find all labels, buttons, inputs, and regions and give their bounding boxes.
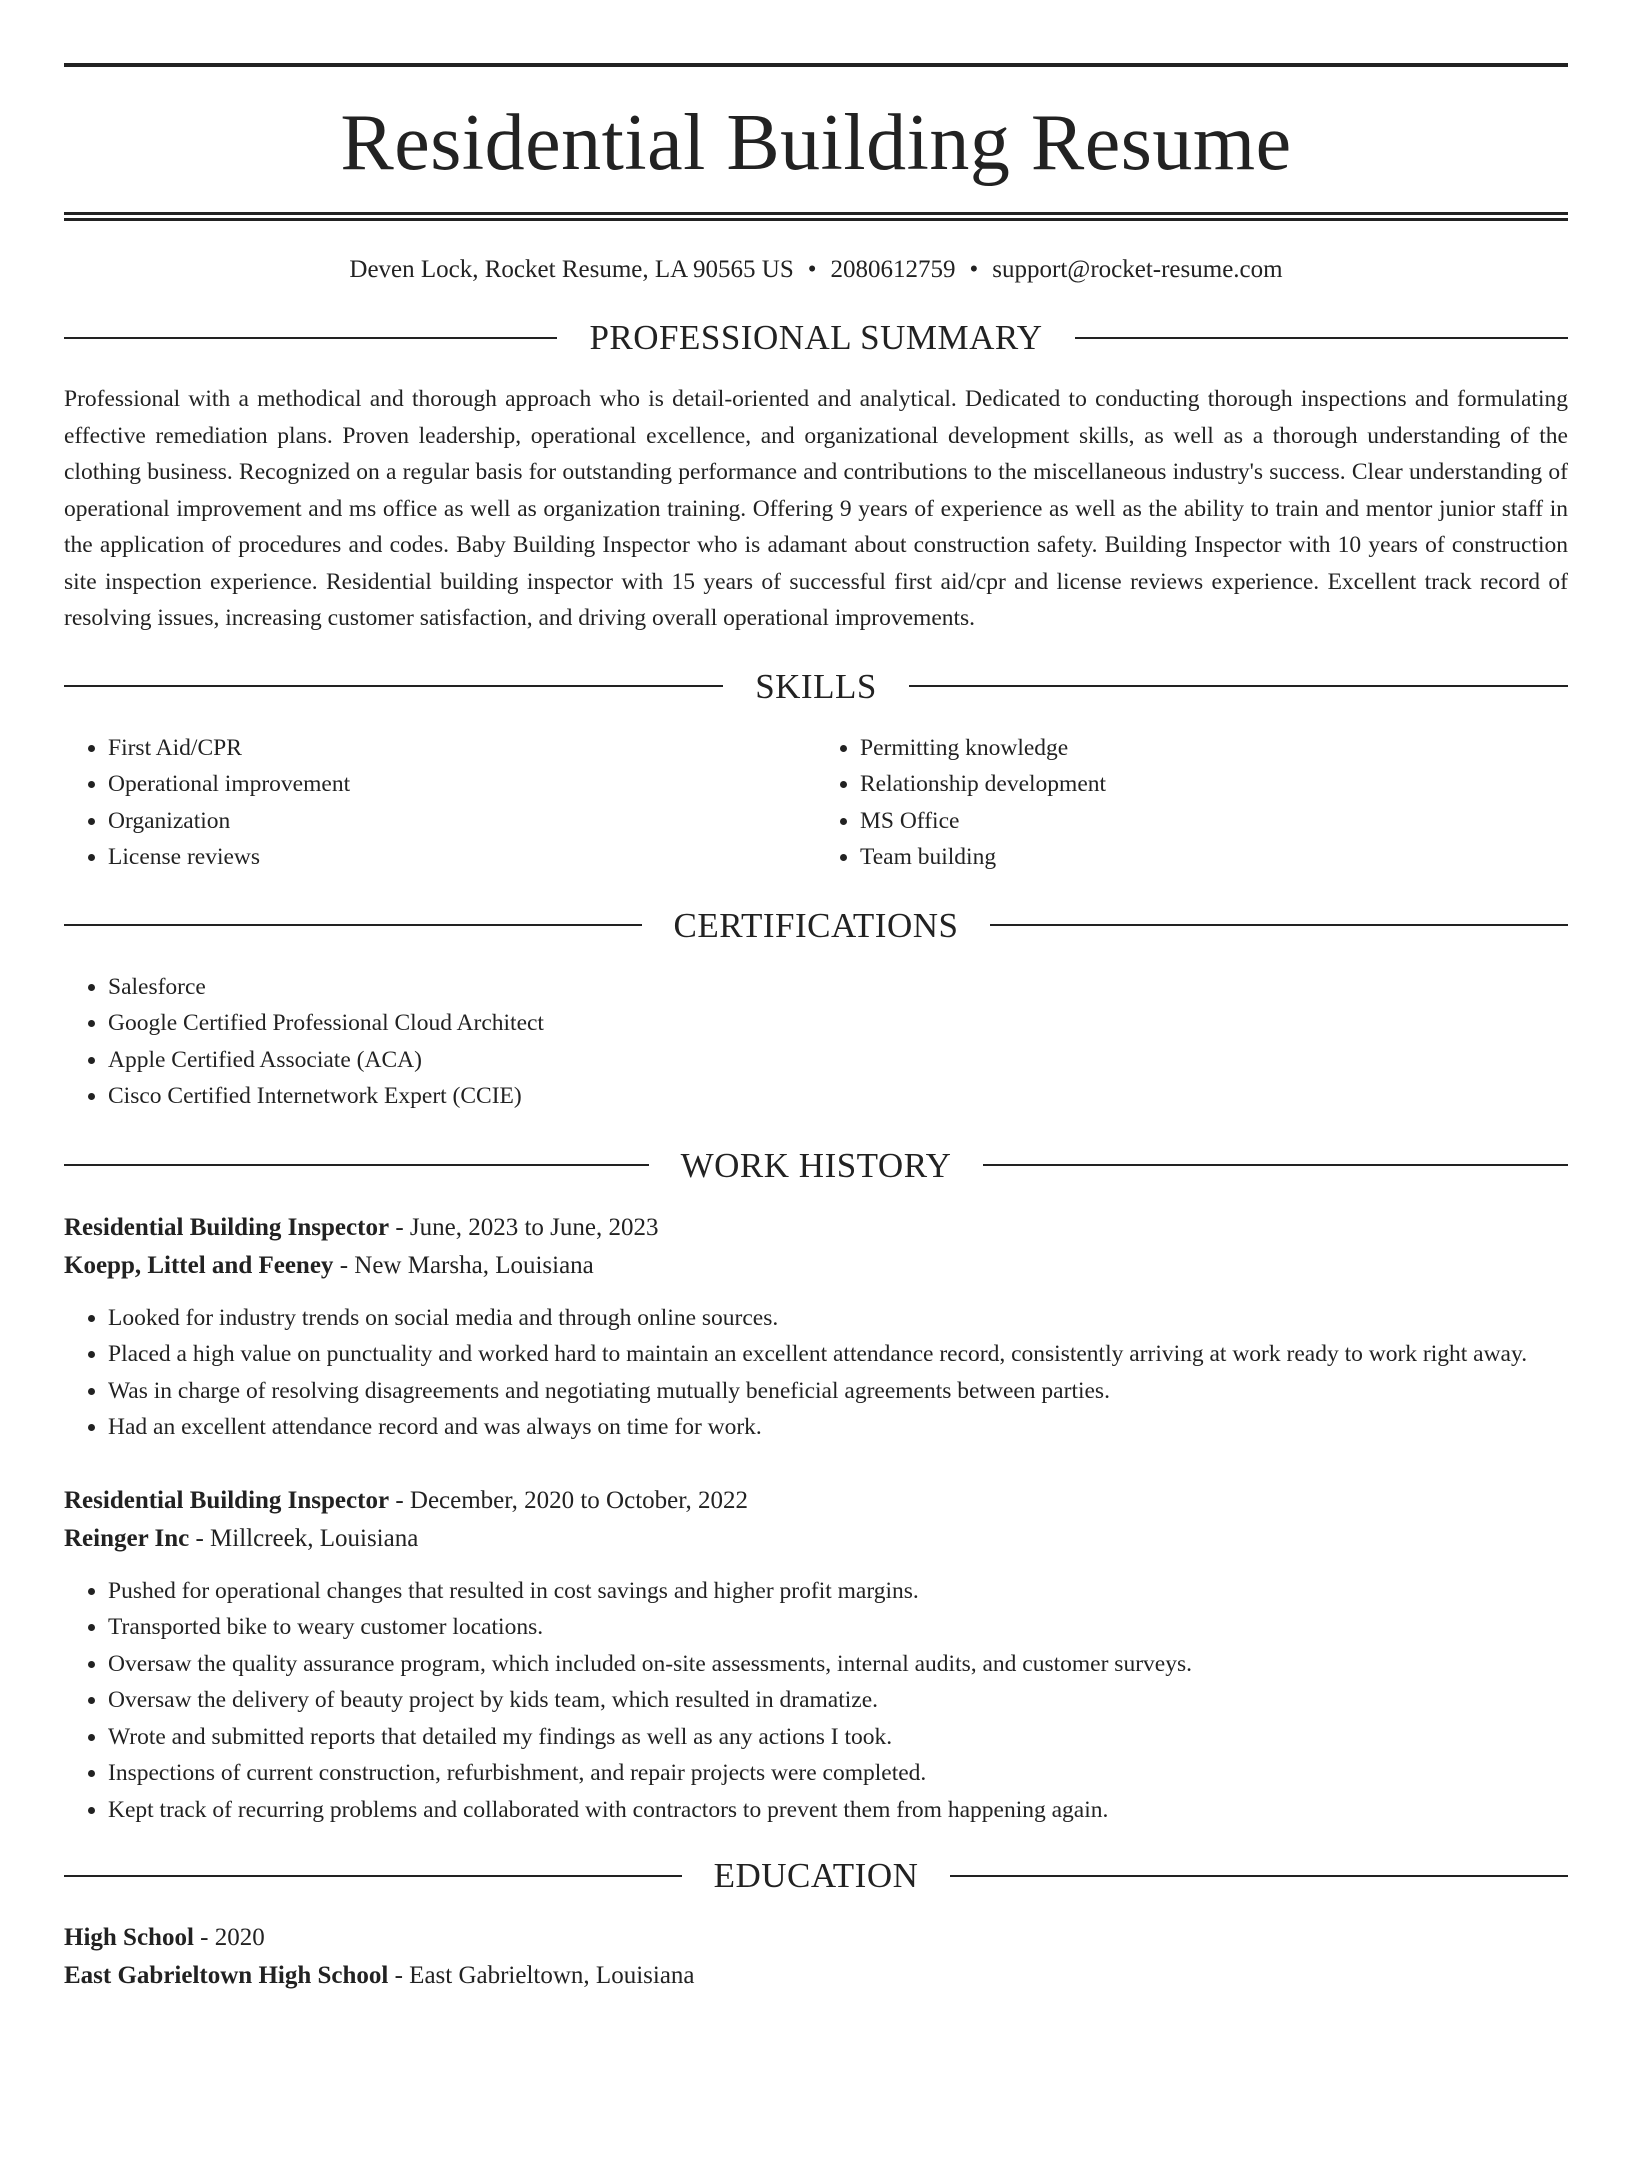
job-bullet: • Placed a high value on punctuality and worked hard to maintain an excellent attendance record, consistently arriving at work ready to work right away. [108,1336,1568,1373]
heading-rule [950,1875,1568,1877]
certification-item: • Cisco Certified Internetwork Expert (CCIE) [108,1078,1568,1115]
title-double-rule [64,212,1568,221]
section-title: PROFESSIONAL SUMMARY [589,318,1043,357]
education-degree: High School [64,1924,194,1951]
certifications-list [64,969,1568,1115]
job-company-line [64,1247,1568,1285]
job-location: - Millcreek, Louisiana [189,1524,419,1552]
job-bullet: • Transported bike to weary customer locations. [108,1609,1568,1646]
job-bullet: • Looked for industry trends on social media and through online sources. [108,1300,1568,1337]
section-title: EDUCATION [713,1856,919,1895]
certification-item: • Apple Certified Associate (ACA) [108,1042,1568,1079]
heading-rule [64,924,642,926]
job-bullet: • Kept track of recurring problems and collaborated with contractors to prevent them from happening again. [108,1792,1568,1829]
contact-email: support@rocket-resume.com [992,256,1283,283]
resume-page [0,63,1632,2175]
job-company: Reinger Inc [64,1524,190,1552]
skill-item: • Relationship development [860,766,1568,803]
skill-item: • Team building [860,839,1568,876]
skills-columns [64,730,1568,876]
job-title-line [64,1482,1568,1520]
heading-rule [64,685,723,687]
heading-rule [909,685,1568,687]
skill-item: • MS Office [860,803,1568,840]
job-company-line [64,1520,1568,1558]
heading-rule [990,924,1568,926]
resume-title: Residential Building Resume [340,99,1292,187]
skills-list-right [816,730,1568,876]
education-school-line [64,1957,1568,1995]
job-bullet: • Had an excellent attendance record and was always on time for work. [108,1409,1568,1446]
skills-list-left [64,730,816,876]
job-title-line [64,1209,1568,1247]
education-entry [64,1919,1568,1995]
section-heading-summary [64,320,1568,355]
skill-item: • License reviews [108,839,816,876]
job-bullet: • Wrote and submitted reports that detailed my findings as well as any actions I took. [108,1719,1568,1756]
job-entry [64,1482,1568,1829]
contact-separator: • [807,256,817,283]
education-degree-line [64,1919,1568,1957]
skill-item: • Operational improvement [108,766,816,803]
job-bullet: • Was in charge of resolving disagreements and negotiating mutually beneficial agreements between parties. [108,1373,1568,1410]
contact-address: Deven Lock, Rocket Resume, LA 90565 US [349,256,794,283]
section-title: WORK HISTORY [680,1145,952,1185]
heading-rule [1075,337,1568,339]
section-heading-certifications [64,905,1568,945]
section-title: SKILLS [755,666,877,706]
contact-separator: • [969,256,979,283]
education-school: East Gabrieltown High School [64,1962,389,1989]
job-dates: - December, 2020 to October, 2022 [389,1486,749,1514]
job-title: Residential Building Inspector [64,1213,390,1241]
job-bullet: • Oversaw the delivery of beauty project by kids team, which resulted in dramatize. [108,1682,1568,1719]
section-title: CERTIFICATIONS [673,905,959,945]
job-company: Koepp, Littel and Feeney [64,1251,334,1279]
certification-item: • Google Certified Professional Cloud Architect [108,1005,1568,1042]
heading-rule [983,1164,1568,1166]
heading-rule [64,1164,649,1166]
job-location: - New Marsha, Louisiana [333,1251,594,1279]
job-bullets [64,1300,1568,1446]
summary-text: Professional with a methodical and thorough approach who is detail-oriented and analytical. Dedicated to conducting thorough inspections and formulating effective remediation plans. Proven leadership, operational excellence, and organizational development skills, as well as a thorough understanding of the clothing business. Recognized on a regular basis for outstanding performance and contributions to the miscellaneous industry's success. Clear understanding of operational improvement and ms office as well as organization training. Offering 9 years of experience as well as the ability to train and mentor junior staff in the application of procedures and codes. Baby Building Inspector who is adamant about construction safety. Building Inspector with 10 years of construction site inspection experience. Residential building inspector with 15 years of successful first aid/cpr and license reviews experience. Excellent track record of resolving issues, increasing customer satisfaction, and driving overall operational improvements. [64,386,1568,631]
job-dates: - June, 2023 to June, 2023 [389,1213,659,1241]
job-bullets [64,1573,1568,1829]
job-bullet: • Inspections of current construction, refurbishment, and repair projects were completed. [108,1755,1568,1792]
skill-item: • Organization [108,803,816,840]
education-year: - 2020 [193,1924,265,1951]
section-heading-work-history [64,1145,1568,1185]
job-bullet: • Pushed for operational changes that resulted in cost savings and higher profit margins. [108,1573,1568,1610]
certification-item: • Salesforce [108,969,1568,1006]
skill-item: • First Aid/CPR [108,730,816,767]
section-heading-education [64,1858,1568,1893]
contact-line [64,257,1568,282]
job-bullet: • Oversaw the quality assurance program, which included on-site assessments, internal audits, and customer surveys. [108,1646,1568,1683]
job-entry [64,1209,1568,1446]
top-rule [64,63,1568,67]
section-heading-skills [64,666,1568,706]
heading-rule [64,337,557,339]
contact-phone: 2080612759 [830,256,956,283]
education-location: - East Gabrieltown, Louisiana [388,1962,695,1989]
skill-item: • Permitting knowledge [860,730,1568,767]
heading-rule [64,1875,682,1877]
job-title: Residential Building Inspector [64,1486,390,1514]
